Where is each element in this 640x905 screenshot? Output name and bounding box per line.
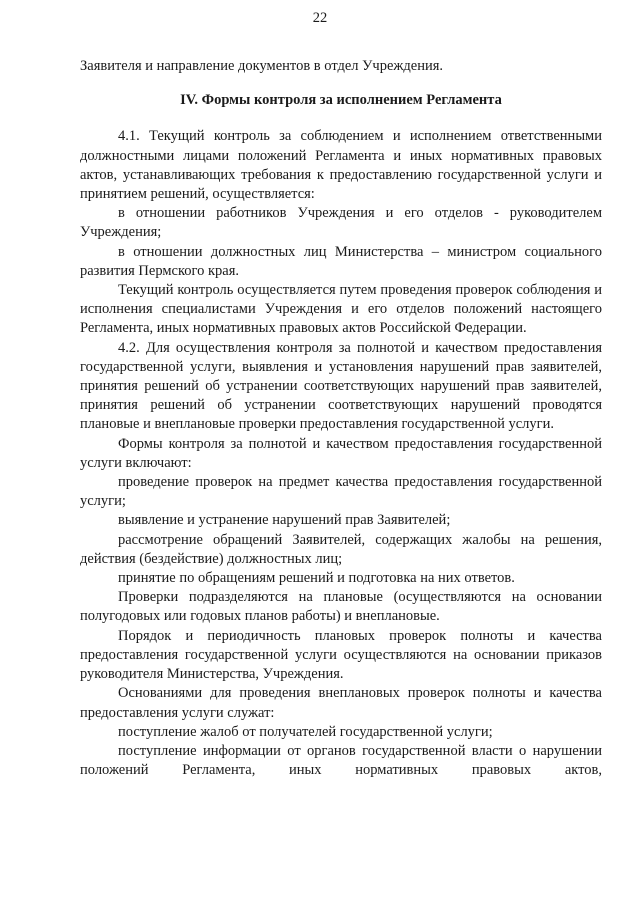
paragraph-control-forms: Формы контроля за полнотой и качеством предоставления государственной услуги включают: (80, 435, 602, 471)
list-item-complaints-received: поступление жалоб от получателей государственной услуги; (118, 723, 493, 740)
list-item-violations: выявление и устранение нарушений прав Заявителей; (118, 512, 451, 529)
document-body (80, 57, 602, 780)
paragraph-4-1: 4.1. Текущий контроль за соблюдением и исполнением ответственными должностными лицами положений Регламента и иных нормативных правовых актов, устанавливающих требования к предоставлению государственной услуги и принятием решений, осуществляется: (80, 128, 602, 203)
paragraph-inspection-types: Проверки подразделяются на плановые (осуществляются на основании полугодовых или годовых планов работы) и внеплановые. (80, 589, 602, 625)
paragraph-planned-inspections: Порядок и периодичность плановых проверок полноты и качества предоставления государственной услуги осуществляются на основании приказов руководителя Министерства, Учреждения. (80, 627, 602, 683)
paragraph-4-2: 4.2. Для осуществления контроля за полнотой и качеством предоставления государственной услуги, выявления и установления нарушений прав заявителей, принятия решений об устранении соответствующих нарушений прав заявителей, принятия решений об устранении соответствующих нарушений проводятся плановые и внеплановые проверки предоставления государственной услуги. (80, 339, 602, 433)
section-heading: IV. Формы контроля за исполнением Регламента (180, 92, 502, 109)
list-item-complaints: рассмотрение обращений Заявителей, содержащих жалобы на решения, действия (бездействие) должностных лиц; (80, 531, 602, 567)
list-item-inspections: проведение проверок на предмет качества предоставления государственной услуги; (80, 474, 602, 510)
paragraph-current-control: Текущий контроль осуществляется путем проведения проверок соблюдения и исполнения специалистами Учреждения и его отделов положений настоящего Регламента, иных нормативных правовых актов Российской Федерации. (80, 282, 602, 337)
paragraph-ministry-control: в отношении должностных лиц Министерства – министром социального развития Пермского края. (80, 243, 602, 279)
list-item-information-received: поступление информации от органов государственной власти о нарушении положений Регламента, иных нормативных правовых актов, (80, 742, 602, 779)
list-item-responses: принятие по обращениям решений и подготовка на них ответов. (118, 570, 515, 587)
paragraph-institution-control: в отношении работников Учреждения и его отделов - руководителем Учреждения; (80, 205, 602, 241)
paragraph-unplanned-grounds: Основаниями для проведения внеплановых проверок полноты и качества предоставления услуги служат: (80, 685, 602, 721)
page-number: 22 (312, 10, 328, 26)
top-line: Заявителя и направление документов в отдел Учреждения. (80, 58, 444, 74)
